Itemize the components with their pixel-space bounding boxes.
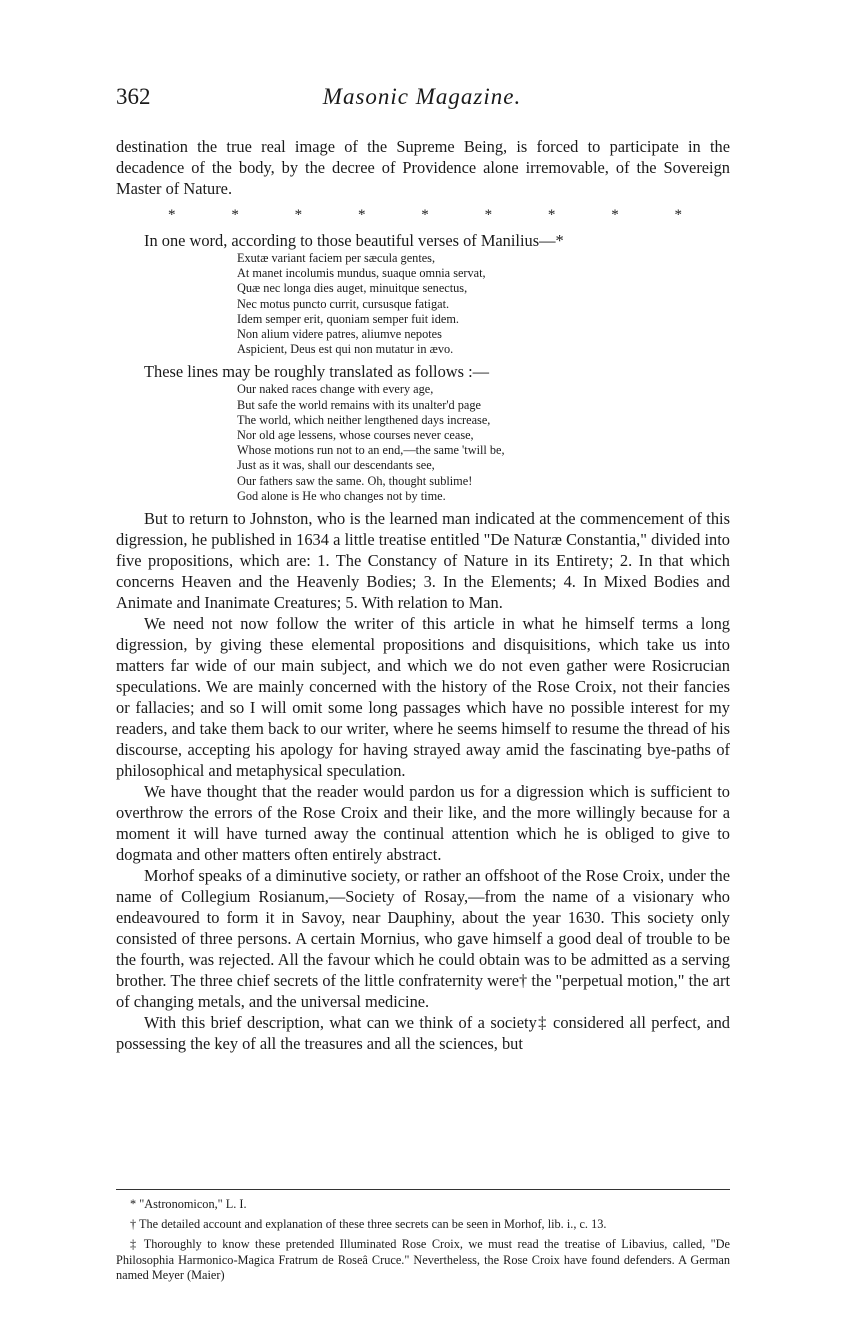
page-number: 362 [116,84,151,109]
asterisk: * [421,207,429,223]
asterism-divider [116,205,730,226]
paragraph-pardon: We have thought that the reader would pardon us for a digression which is sufficient to overthrow the errors of the Rose Croix and their like, and the more willingly because for a moment it will have turned away the continual attention which he is obliged to give to dogmata and other matters often entirely abstract. [116,782,730,865]
paragraph-manilius-intro: In one word, according to those beautiful verses of Manilius—* [144,231,564,250]
verse-line: Exutæ variant faciem per sæcula gentes, [237,251,436,265]
verse-line: Our naked races change with every age, [237,382,434,397]
footnote-morhof: † The detailed account and explanation of these three secrets can be seen in Morhof, lib. i., c. 13. [130,1217,607,1232]
english-verse [237,382,730,504]
paragraph-johnston: But to return to Johnston, who is the learned man indicated at the commencement of this digression, he published in 1634 a little treatise entitled "De Naturæ Constantia," divided into five propositions, which are: 1. The Constancy of Nature in its Entirety; 2. In that which concerns Heaven and the Heavenly Bodies; 3. In the Elements; 4. In Mixed Bodies and Animate and Inanimate Creatures; 5. With relation to Man. [116,509,730,613]
verse-line: But safe the world remains with its unalter'd page [237,397,481,412]
paragraph-continuation: destination the true real image of the Supreme Being, is forced to participate in the decadence of the body, by the decree of Providence alone irremovable, of the Sovereign Master of Nature. [116,137,730,198]
verse-line: God alone is He who changes not by time. [237,488,446,503]
asterisk: * [294,207,303,223]
verse-line: Aspicient, Deus est qui non mutatur in ævo. [237,342,454,357]
paragraph-description: With this brief description, what can we think of a society‡ considered all perfect, and possessing the key of all the treasures and all the sciences, but [116,1013,730,1054]
latin-verse [237,251,730,357]
footnotes [116,1197,730,1288]
verse-line: Nec motus puncto currit, cursusque fatigat. [237,296,450,311]
verse-line: Idem semper erit, quoniam semper fuit idem. [237,311,459,326]
footnote-libavius: ‡ Thoroughly to know these pretended Illuminated Rose Croix, we must read the treatise of Libavius, called, "De Philosophia Harmonico-Magica Fratrum de Roseâ Cruce." Nevertheless, the Rose Croix have found defenders. A German named Meyer (Maier) [116,1237,730,1282]
asterisk: * [168,207,176,223]
running-title: Masonic Magazine. [322,84,522,109]
footnote-rule [116,1189,730,1190]
paragraph-digression: We need not now follow the writer of this article in what he himself terms a long digression, by giving these elemental propositions and disquisitions, which take us into matters far wide of our main subject, and which we do not even gather were Rosicrucian speculations. We are mainly concerned with the history of the Rose Croix, not their fancies or fallacies; and so I will omit some long passages which have no possible interest for my readers, and take them back to our writer, where he seems himself to resume the thread of his discourse, accepting his apology for having strayed away amid the fascinating bye-paths of philosophical and metaphysical speculation. [116,614,730,781]
verse-line: Non alium videre patres, aliumve nepotes [237,327,442,342]
verse-line: At manet incolumis mundus, suaque omnia servat, [237,266,486,281]
asterisk: * [674,207,682,223]
asterisk: * [231,207,239,223]
paragraph-morhof: Morhof speaks of a diminutive society, or rather an offshoot of the Rose Croix, under the name of Collegium Rosianum,—Society of Rosay,—from the name of a visionary who endeavoured to form it in Savoy, near Dauphiny, about the year 1630. This society only consisted of three persons. A certain Mornius, who gave himself a good deal of trouble to be the fourth, was rejected. All the favour which he could obtain was to be admitted as a serving brother. The three chief secrets of the little confraternity were† the "perpetual motion," the art of changing metals, and the universal medicine. [116,866,730,1012]
asterisk: * [357,207,366,223]
verse-line: The world, which neither lengthened days increase, [237,412,491,427]
asterisk: * [547,207,556,223]
asterisk: * [611,207,619,223]
footnote-astronomicon: * "Astronomicon," L. I. [130,1197,247,1211]
verse-line: Quæ nec longa dies auget, minuitque senectus, [237,281,468,296]
verse-line: Our fathers saw the same. Oh, thought sublime! [237,473,473,488]
paragraph-translation-intro: These lines may be roughly translated as follows :— [144,362,490,382]
verse-line: Whose motions run not to an end,—the same 'twill be, [237,443,505,458]
verse-line: Just as it was, shall our descendants see, [237,458,435,473]
body-text [116,136,730,1054]
asterisk: * [484,207,493,223]
verse-line: Nor old age lessens, whose courses never cease, [237,428,474,443]
